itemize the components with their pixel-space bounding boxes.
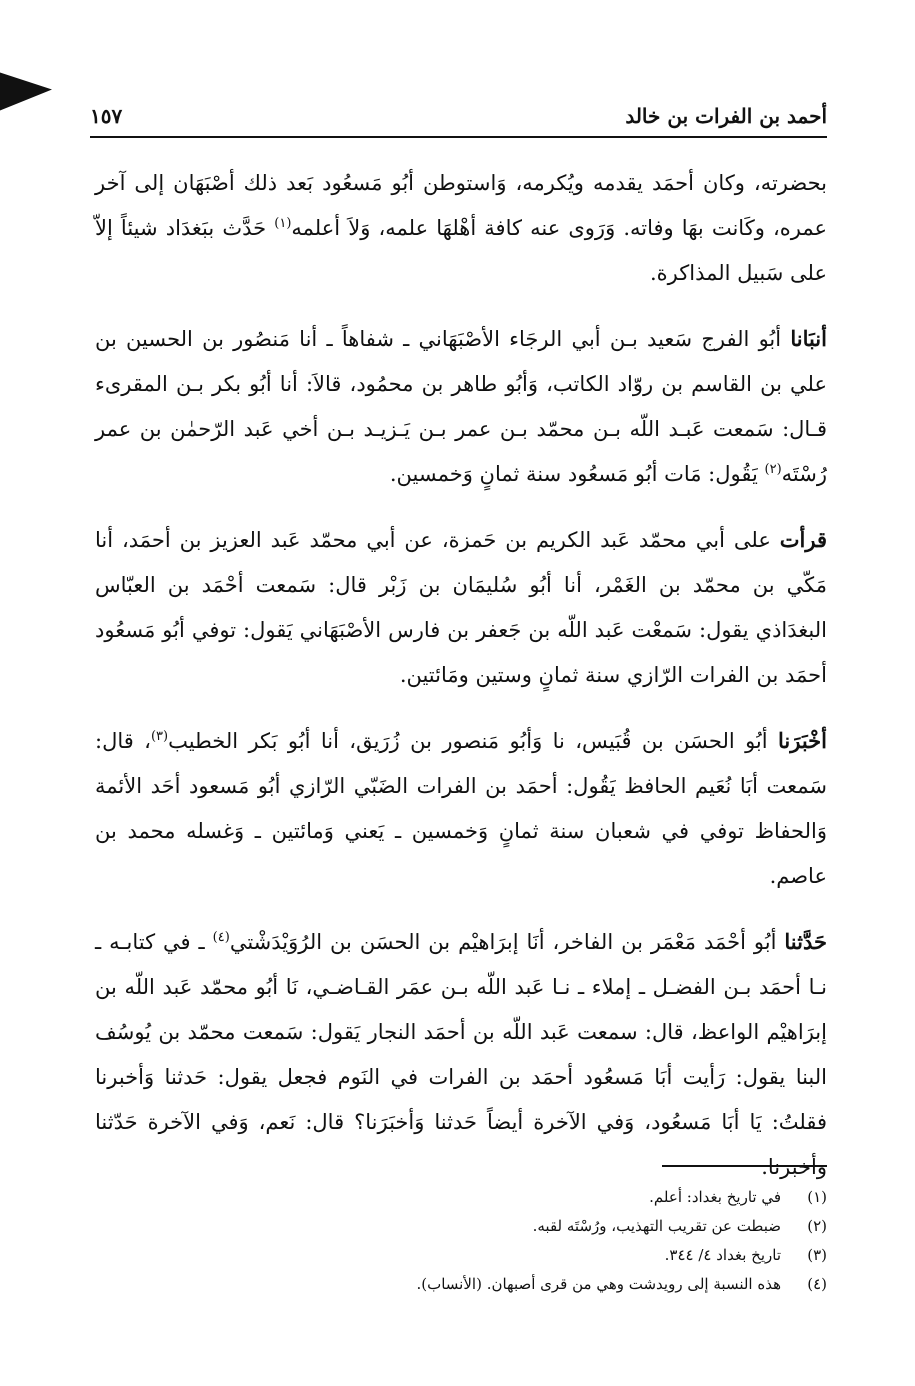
paragraph-lead: أنبَانا <box>790 326 827 351</box>
paragraph-2 <box>95 316 827 497</box>
paragraph-text: على أبي محمّد عَبد الكريم بن حَمزة، عن أبي محمّد عَبد العزيز بن أحمَد، أنا مَكّي بن محمّد بن الغَمْر، أنا أبُو سُليمَان بن زَبْر قال: سَمعت أحْمَد بن العبّاس البغدَاذي يقول: سَمعْت عَبد اللّه بن جَعفر بن فارس الأصْبَهَاني يَقول: توفي أبُو مَسعُود أحمَد بن الفرات الرّازي سنة ثمانٍ وستين ومَائتين. <box>95 528 827 687</box>
page-header <box>90 96 827 138</box>
footnote-text: ضبطت عن تقريب التهذيب، ورُسْتَه لقبه. <box>532 1217 781 1235</box>
paragraph-lead: قرأت <box>779 527 827 552</box>
paragraph-5 <box>95 919 827 1190</box>
footnote-number: (٢) <box>807 1217 827 1235</box>
footnotes <box>95 1183 827 1299</box>
page-corner-mark <box>0 51 52 110</box>
paragraph-text: أبُو الفرج سَعيد بـن أبي الرجَاء الأصْبَهَاني ـ شفاهاً ـ أنا مَنصُور بن الحسين بن علي بن القاسم بن روّاد الكاتب، وَأبُو طاهر بن محمُود، قالاَ: أنا أبُو بكر بـن المقرىء قـال: سَمعت عَبـد اللّه بـن محمّد بـن عمر بـن يَـزيـد بـن أخي عَبد الرّحمٰن بن عمر رُسْتَه <box>95 327 827 486</box>
paragraph-lead: أخْبَرَنا <box>778 728 827 753</box>
paragraph-3 <box>95 517 827 698</box>
footnote-text: تاريخ بغداد ٤/ ٣٤٤. <box>664 1246 781 1264</box>
paragraph-lead: حَدَّثنا <box>784 929 827 954</box>
page-number: ١٥٧ <box>90 104 123 128</box>
paragraph-text: أبُو الحسَن بن قُبَيس، نا وَأبُو مَنصور بن زُرَيق، أنا أبُو بَكر الخطيب <box>168 729 779 753</box>
paragraph-text-after: حَدَّث ببَغدَاد شيئاً إلاّ على سَبيل المذاكرة. <box>95 216 827 285</box>
footnote-number: (١) <box>807 1188 827 1206</box>
paragraph-1 <box>95 160 827 296</box>
footnote-ref: (٣) <box>150 729 169 744</box>
footnote-ref: (٢) <box>764 462 782 477</box>
paragraph-text-after: ـ في كتابـه ـ نـا أحمَد بـن الفضـل ـ إملاء ـ نـا عَبد اللّه بـن عمَر القـاضـي، نَا أبُو محمّد عَبد اللّه بن إبرَاهيْم الواعظ، قال: سمعت عَبد اللّه بن أحمَد النجار يَقول: سَمعت محمّد بن يُوسُف البنا يقول: رَأيت أبَا مَسعُود أحمَد بن الفرات في النَوم فجعل يقول: حَدثنا وَأخبرنا فقلتُ: يَا أبَا مَسعُود، وَفي الآخرة أيضاً حَدثنا وَأخبَرَنا؟ قال: نَعم، وَفي الآخرة حَدّثنا وأخبرنا. <box>95 930 827 1179</box>
footnote-number: (٣) <box>807 1246 827 1264</box>
footnote-text: في تاريخ بغداد: أعلم. <box>649 1188 781 1206</box>
paragraph-text: بحضرته، وكان أحمَد يقدمه ويُكرمه، وَاستوطن أبُو مَسعُود بَعد ذلك أصْبَهَان إلى آخر عمره، وكَانت بهَا وفاته. وَرَوى عنه كافة أهْلهَا علمه، وَلاَ أعلمه <box>95 171 827 240</box>
paragraph-text: أبُو أحْمَد مَعْمَر بن الفاخر، أنَا إبرَاهيْم بن الحسَن بن الرُوَيْدَشْتي <box>229 930 785 954</box>
footnote-divider <box>662 1165 827 1167</box>
footnote-ref: (١) <box>274 216 292 231</box>
footnote-number: (٤) <box>807 1275 827 1293</box>
footnote-item <box>95 1183 827 1212</box>
footnote-item <box>95 1212 827 1241</box>
footnote-item <box>95 1270 827 1299</box>
paragraph-4 <box>95 718 827 899</box>
paragraph-text-after: ، قال: سَمعت أبَا نُعَيم الحافظ يَقُول: أحمَد بن الفرات الضَبّي الرّازي أبُو مَسعود أحَد الأئمة وَالحفاظ توفي في شعبان سنة ثمانٍ وَخمسين ـ يَعني وَمائتين ـ وَغسله محمد بن عاصم. <box>95 729 827 888</box>
main-text <box>95 160 827 1210</box>
footnote-text: هذه النسبة إلى رويدشت وهي من قرى أصبهان. (الأنساب). <box>416 1275 781 1293</box>
running-title: أحمد بن الفرات بن خالد <box>625 104 827 128</box>
footnote-ref: (٤) <box>212 930 230 945</box>
paragraph-text-after: يَقُول: مَات أبُو مَسعُود سنة ثمانٍ وَخمسين. <box>389 462 765 486</box>
footnote-item <box>95 1241 827 1270</box>
